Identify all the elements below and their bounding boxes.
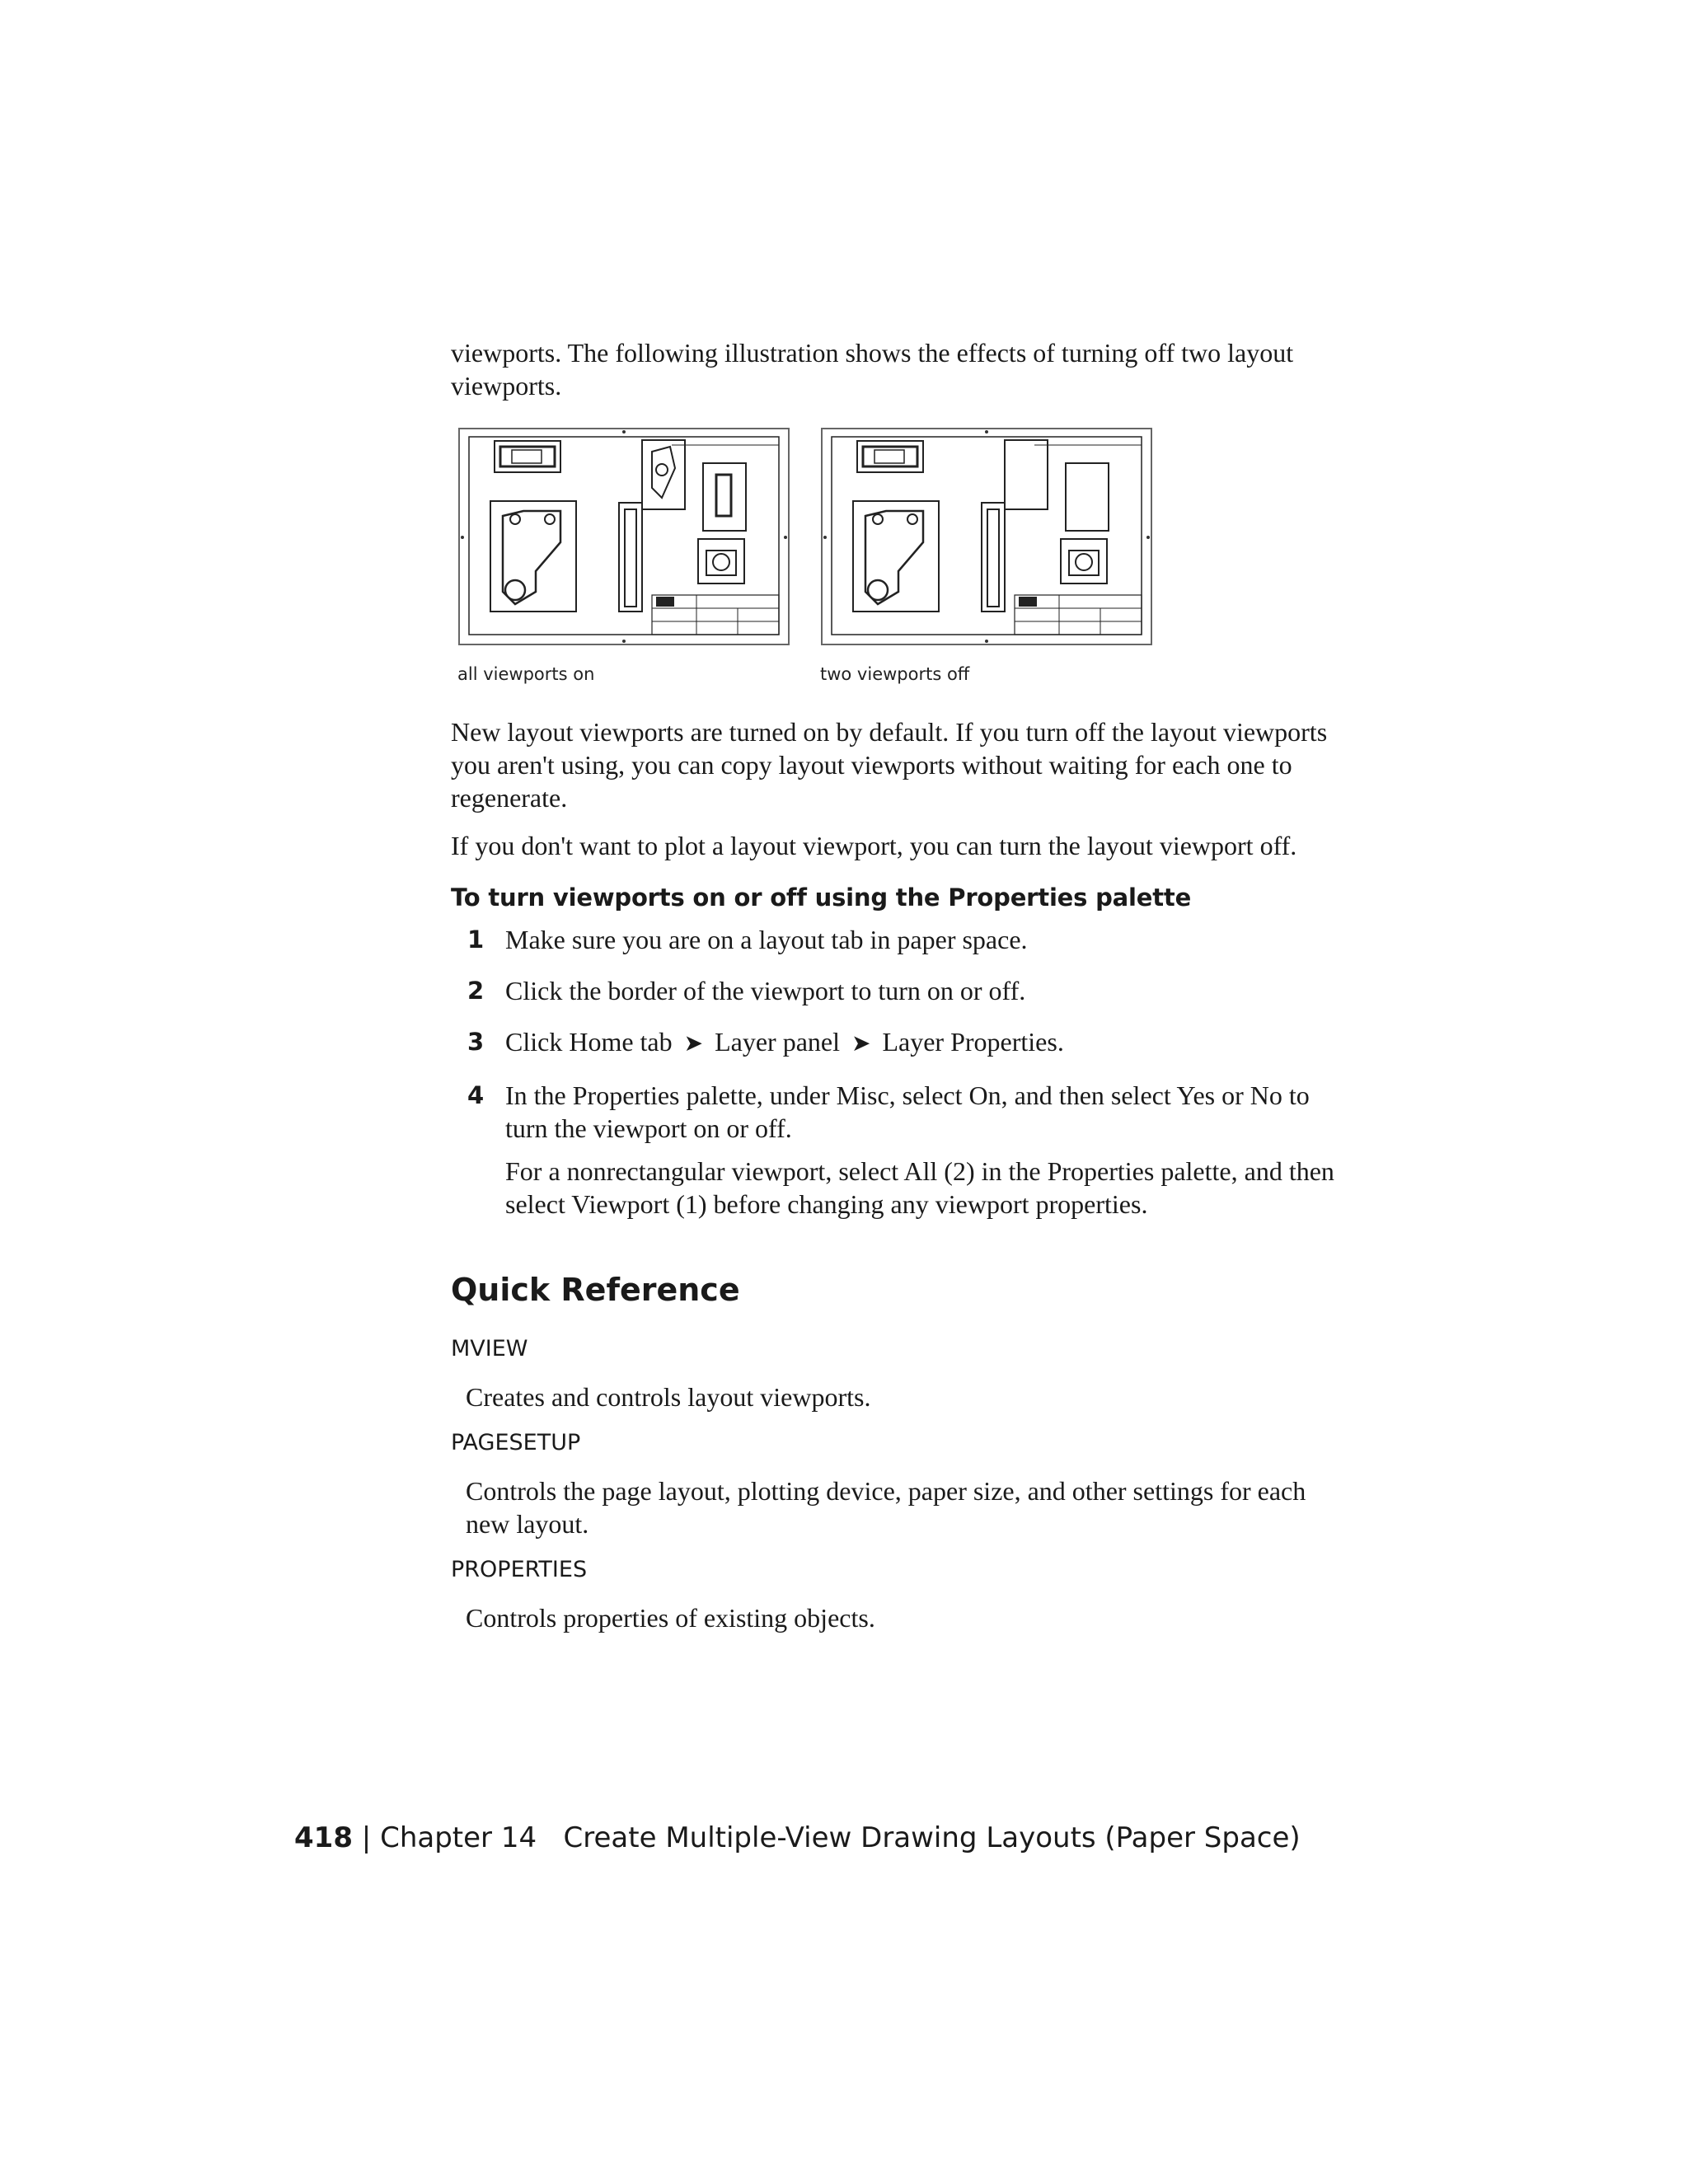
command-name: PROPERTIES xyxy=(451,1557,588,1582)
menu-path-layer-panel: Layer panel xyxy=(715,1027,840,1057)
quick-reference-list xyxy=(451,1334,1341,1634)
procedure-heading: To turn viewports on or off using the Properties palette xyxy=(451,883,1192,912)
command-description: Controls the page layout, plotting device, paper size, and other settings for each new layout. xyxy=(466,1476,1306,1539)
chapter-title: Create Multiple-View Drawing Layouts (Paper Space) xyxy=(563,1821,1301,1854)
procedure-step xyxy=(451,1025,1341,1061)
chapter-label: Chapter 14 xyxy=(380,1821,537,1854)
step-note: For a nonrectangular viewport, select All (2) in the Properties palette, and then select Viewport (1) before changing any viewport properties. xyxy=(505,1156,1334,1219)
step-text: In the Properties palette, under Misc, select On, and then select Yes or No to turn the viewport on or off. xyxy=(505,1080,1310,1143)
menu-path-layer-properties: Layer Properties. xyxy=(882,1027,1064,1057)
command-description: Controls properties of existing objects. xyxy=(466,1603,875,1633)
step-text: Make sure you are on a layout tab in paper space. xyxy=(505,925,1028,954)
footer-separator: | xyxy=(361,1821,372,1854)
procedure-steps xyxy=(451,923,1341,1221)
procedure-step xyxy=(451,1079,1341,1221)
page-footer xyxy=(294,1821,1301,1854)
procedure-step xyxy=(451,923,1341,956)
two-viewports-off-drawing xyxy=(820,427,1153,646)
menu-path-home-tab: Click Home tab xyxy=(505,1027,673,1057)
viewports-illustration xyxy=(451,427,1341,699)
intro-paragraph: viewports. The following illustration shows the effects of turning off two layout viewports. xyxy=(451,338,1294,401)
left-figure-caption: all viewports on xyxy=(457,664,595,684)
command-name: MVIEW xyxy=(451,1336,528,1361)
step-text xyxy=(505,1025,1341,1061)
quick-reference-title: Quick Reference xyxy=(451,1272,740,1308)
step-number: 3 xyxy=(467,1028,485,1056)
step-number: 2 xyxy=(467,977,485,1005)
procedure-step xyxy=(451,974,1341,1007)
right-figure-caption: two viewports off xyxy=(820,664,970,684)
step-text: Click the border of the viewport to turn on or off. xyxy=(505,976,1026,1005)
page-content xyxy=(451,336,1341,1649)
arrow-right-icon: ➤ xyxy=(851,1031,871,1057)
page-number: 418 xyxy=(294,1821,353,1854)
step-number: 4 xyxy=(467,1081,485,1109)
arrow-right-icon: ➤ xyxy=(683,1031,704,1057)
all-viewports-on-drawing xyxy=(457,427,790,646)
command-name: PAGESETUP xyxy=(451,1430,581,1455)
body-paragraph: New layout viewports are turned on by default. If you turn off the layout viewports you aren't using, you can copy layout viewports without waiting for each one to regenerate. xyxy=(451,717,1328,813)
command-description: Creates and controls layout viewports. xyxy=(466,1382,871,1412)
body-paragraph: If you don't want to plot a layout viewport, you can turn the layout viewport off. xyxy=(451,831,1297,860)
step-number: 1 xyxy=(467,926,485,954)
